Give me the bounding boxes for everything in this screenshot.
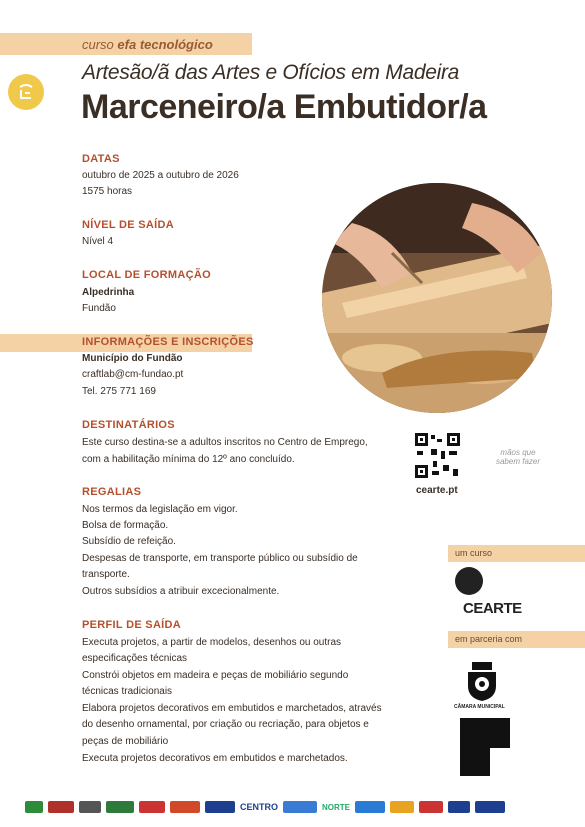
footer-logo-icon bbox=[390, 801, 414, 813]
cearte-wordmark: CEARTE bbox=[463, 600, 522, 617]
efa-logo-icon bbox=[8, 74, 44, 110]
regalias-line: Nos termos da legislação em vigor. bbox=[82, 504, 238, 515]
perfil-line: especificações técnicas bbox=[82, 653, 188, 664]
footer-logo-icon bbox=[355, 801, 385, 813]
handwriting-signature: mãos que sabem fazer bbox=[495, 448, 541, 466]
info-email[interactable]: craftlab@cm-fundao.pt bbox=[82, 369, 184, 380]
footer-logo-icon bbox=[170, 801, 200, 813]
footer-logo-icon bbox=[106, 801, 134, 813]
cearte-logo-icon bbox=[455, 567, 483, 595]
footer-logo-icon bbox=[205, 801, 235, 813]
page-subtitle: Artesão/ã das Artes e Ofícios em Madeira bbox=[82, 61, 460, 84]
fundao-logo-icon bbox=[460, 718, 510, 776]
regalias-line: Subsídio de refeição. bbox=[82, 536, 176, 547]
perfil-line: do desenho ornamental, por criação ou recriação, para objetos e bbox=[82, 719, 369, 730]
local-heading: LOCAL DE FORMAÇÃO bbox=[82, 269, 211, 281]
regalias-line: Bolsa de formação. bbox=[82, 520, 169, 531]
perfil-heading: PERFIL DE SAÍDA bbox=[82, 619, 182, 631]
local-town: Fundão bbox=[82, 303, 116, 314]
destinatarios-line: Este curso destina-se a adultos inscritos no Centro de Emprego, bbox=[82, 437, 368, 448]
footer-logo-icon bbox=[283, 801, 317, 813]
course-type-label bbox=[82, 37, 213, 52]
perfil-line: Executa projetos decorativos em embutidos e marchetados. bbox=[82, 753, 348, 764]
qr-label[interactable]: cearte.pt bbox=[416, 485, 458, 496]
footer-logo-icon bbox=[79, 801, 101, 813]
regalias-line: Outros subsídios a atribuir excecionalmente. bbox=[82, 586, 280, 597]
course-prefix: curso bbox=[82, 37, 114, 52]
datas-heading: DATAS bbox=[82, 153, 120, 165]
course-type: efa tecnológico bbox=[117, 37, 213, 52]
perfil-line: Executa projetos, a partir de modelos, desenhos ou outras bbox=[82, 637, 342, 648]
info-phone[interactable]: Tel. 275 771 169 bbox=[82, 386, 156, 397]
nivel-value: Nível 4 bbox=[82, 236, 114, 247]
qr-code[interactable] bbox=[415, 433, 460, 478]
nivel-heading: NÍVEL DE SAÍDA bbox=[82, 219, 175, 231]
footer-centro: CENTRO bbox=[240, 802, 278, 812]
camara-label: CÂMARA MUNICIPAL bbox=[454, 704, 505, 710]
perfil-line: Constrói objetos em madeira e peças de mobiliário segundo bbox=[82, 670, 349, 681]
footer-eu-flag-icon bbox=[448, 801, 470, 813]
woodwork-photo bbox=[322, 183, 552, 413]
footer-logo-icon bbox=[48, 801, 74, 813]
page-title: Marceneiro/a Embutidor/a bbox=[81, 88, 487, 126]
footer-logo-icon bbox=[25, 801, 43, 813]
perfil-line: técnicas tradicionais bbox=[82, 686, 173, 697]
regalias-line: transporte. bbox=[82, 569, 130, 580]
info-org: Município do Fundão bbox=[82, 353, 183, 364]
footer-logo-icon bbox=[419, 801, 443, 813]
destinatarios-heading: DESTINATÁRIOS bbox=[82, 419, 175, 431]
regalias-line: Despesas de transporte, em transporte público ou subsídio de bbox=[82, 553, 358, 564]
local-place: Alpedrinha bbox=[82, 287, 135, 298]
info-heading: INFORMAÇÕES E INSCRIÇÕES bbox=[82, 336, 254, 348]
municipal-crest-icon bbox=[462, 660, 502, 702]
um-curso-label: um curso bbox=[455, 548, 493, 558]
parceria-label: em parceria com bbox=[455, 634, 523, 644]
perfil-line: Elabora projetos decorativos em embutidos e marchetados, através bbox=[82, 703, 382, 714]
regalias-heading: REGALIAS bbox=[82, 486, 142, 498]
footer-logo-icon bbox=[475, 801, 505, 813]
footer-norte: NORTE bbox=[322, 802, 350, 812]
footer-logos bbox=[25, 797, 565, 817]
datas-hours: 1575 horas bbox=[82, 186, 133, 197]
footer-logo-icon bbox=[139, 801, 165, 813]
datas-period: outubro de 2025 a outubro de 2026 bbox=[82, 170, 239, 181]
destinatarios-line: com a habilitação mínima do 12º ano concluído. bbox=[82, 454, 295, 465]
perfil-line: peças de mobiliário bbox=[82, 736, 169, 747]
